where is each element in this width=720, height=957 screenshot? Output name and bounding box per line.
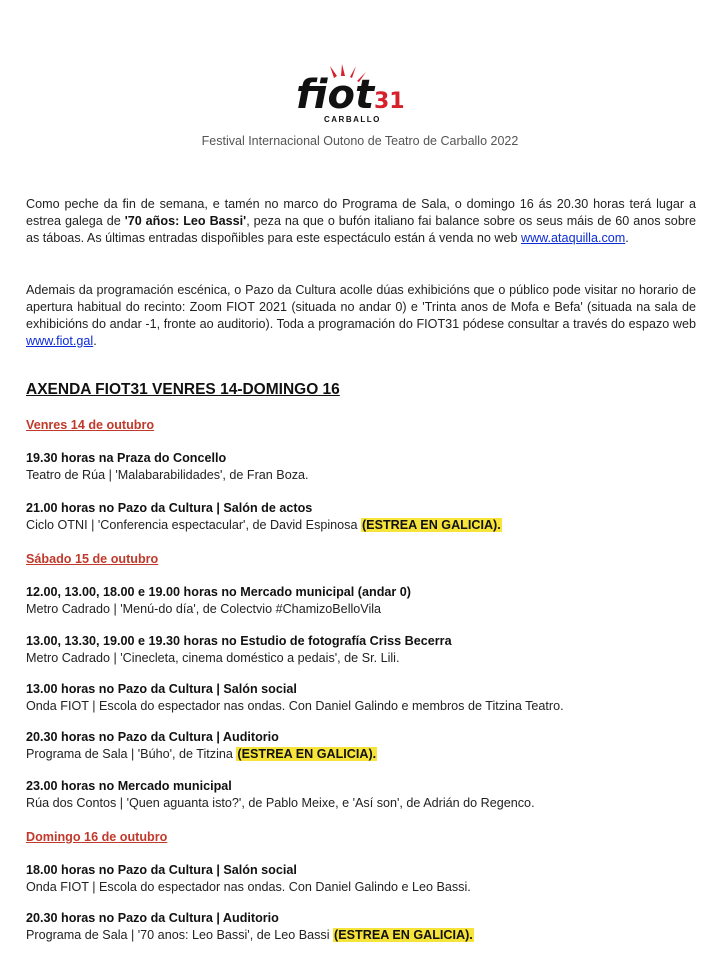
event-desc: Onda FIOT | Escola do espectador nas ondas. Con Daniel Galindo e membros de Titzina Teatro. <box>26 699 564 713</box>
event-desc: Ciclo OTNI | 'Conferencia espectacular', de David Espinosa <box>26 518 361 532</box>
fiot-link[interactable]: www.fiot.gal <box>26 334 94 348</box>
event-desc: Onda FIOT | Escola do espectador nas ondas. Con Daniel Galindo e Leo Bassi. <box>26 880 471 894</box>
event-time: 20.30 horas no Pazo da Cultura | Auditorio <box>26 911 279 925</box>
logo-number: 31 <box>374 89 405 114</box>
event-item <box>26 729 706 763</box>
p2-text-a: Ademais da programación escénica, o Pazo da Cultura acolle dúas exhibicións que o público pode visitar no horario de apertura habitual do recinto: Zoom FIOT 2021 (situada no andar 0) e 'Trinta anos de Mofa e Befa' (situada na sala de exhibicións do andar -1, fronte ao auditorio). Toda a programación do FIOT31 pódese consultar a través do espazo web <box>26 283 696 331</box>
p1-end: . <box>625 231 629 245</box>
event-desc: Metro Cadrado | 'Menú-do día', de Colectvio #ChamizoBelloVila <box>26 602 382 616</box>
premiere-badge: (ESTREA EN GALICIA). <box>334 928 473 942</box>
event-desc-line <box>26 746 706 763</box>
event-item <box>26 584 706 618</box>
day-label-friday: Venres 14 de outubro <box>26 418 155 432</box>
event-item <box>26 910 706 944</box>
p1-bold: '70 años: Leo Bassi' <box>124 214 247 228</box>
intro-paragraph-2 <box>26 282 696 350</box>
event-desc: Programa de Sala | 'Búho', de Titzina <box>26 747 237 761</box>
fiot-logo <box>290 64 420 124</box>
premiere-badge: (ESTREA EN GALICIA). <box>361 518 501 532</box>
event-item <box>26 633 706 667</box>
event-desc: Rúa dos Contos | 'Quen aguanta isto?', de Pablo Meixe, e 'Así son', de Adrián do Regenco. <box>26 796 535 810</box>
event-item <box>26 862 706 896</box>
p2-end: . <box>93 334 97 348</box>
event-item <box>26 500 706 534</box>
event-time: 21.00 horas no Pazo da Cultura | Salón de actos <box>26 501 313 515</box>
event-desc: Programa de Sala | '70 anos: Leo Bassi', de Leo Bassi <box>26 928 334 942</box>
event-time: 23.00 horas no Mercado municipal <box>26 779 232 793</box>
event-desc: Teatro de Rúa | 'Malabarabilidades', de Fran Boza. <box>26 468 309 482</box>
event-item <box>26 681 706 715</box>
logo-word: fiot <box>296 72 375 118</box>
day-label-sunday: Domingo 16 de outubro <box>26 830 168 844</box>
event-time: 19.30 horas na Praza do Concello <box>26 451 227 465</box>
event-desc-line <box>26 927 706 944</box>
day-label-saturday: Sábado 15 de outubro <box>26 552 159 566</box>
event-time: 13.00 horas no Pazo da Cultura | Salón social <box>26 682 297 696</box>
p1-text-a: Como peche da fin de semana, e tamén no marco do Programa de Sala, o domingo 16 ás 20.30 horas terá lugar a estrea galega de <box>26 197 696 228</box>
event-item <box>26 778 706 812</box>
logo-place: CARBALLO <box>324 115 381 124</box>
event-desc-line <box>26 517 706 534</box>
header <box>0 64 720 128</box>
festival-subtitle: Festival Internacional Outono de Teatro de Carballo 2022 <box>201 134 519 148</box>
premiere-badge: (ESTREA EN GALICIA). <box>237 747 377 761</box>
agenda-heading: AXENDA FIOT31 VENRES 14-DOMINGO 16 <box>26 381 340 398</box>
event-item <box>26 450 706 484</box>
p1-text-b: , peza na que o bufón italiano fai balance sobre os seus máis de 60 anos sobre as táboas. As últimas entradas dispoñibles para este espectáculo están á venda no web <box>26 214 697 245</box>
event-time: 12.00, 13.00, 18.00 e 19.00 horas no Mercado municipal (andar 0) <box>26 585 411 599</box>
event-desc: Metro Cadrado | 'Cinecleta, cinema doméstico a pedais', de Sr. Lili. <box>26 651 400 665</box>
event-time: 13.00, 13.30, 19.00 e 19.30 horas no Estudio de fotografía Criss Becerra <box>26 634 452 648</box>
intro-paragraph-1 <box>26 196 696 247</box>
event-time: 18.00 horas no Pazo da Cultura | Salón social <box>26 863 297 877</box>
ataquilla-link[interactable]: www.ataquilla.com <box>520 231 626 245</box>
event-time: 20.30 horas no Pazo da Cultura | Auditorio <box>26 730 279 744</box>
